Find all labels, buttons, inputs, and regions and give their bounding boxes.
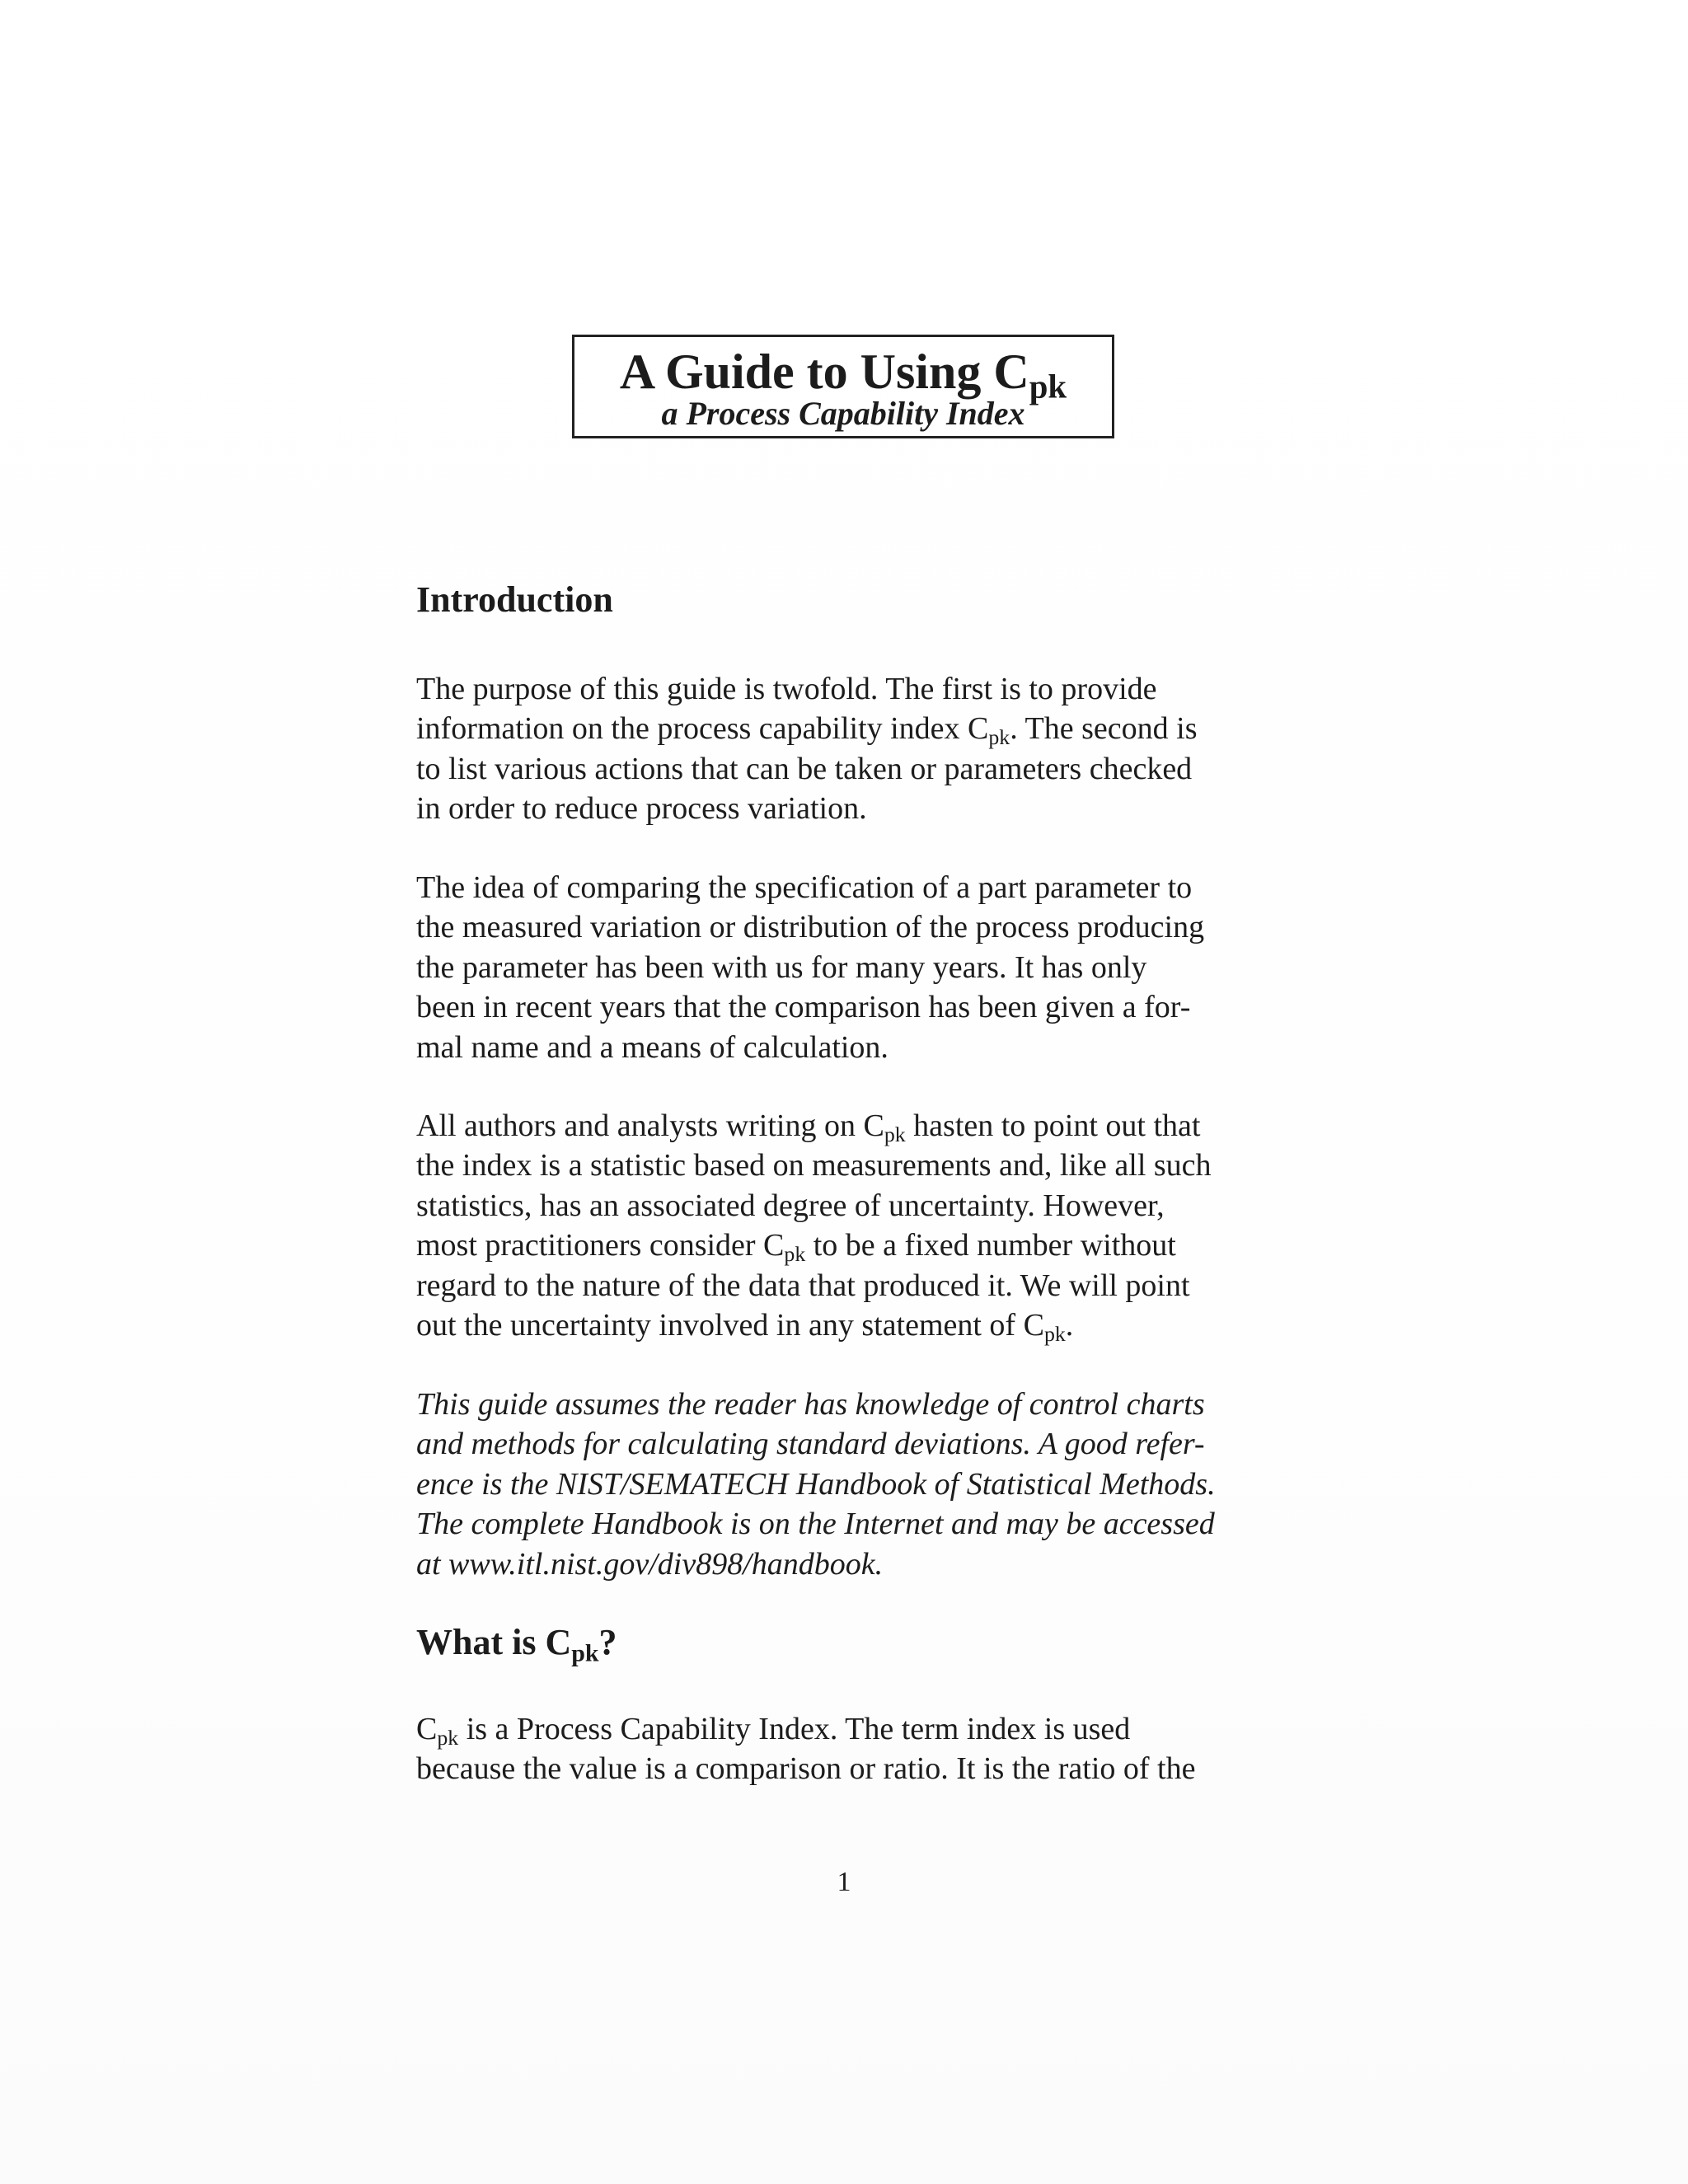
text-line: been in recent years that the comparison has been given a for- <box>416 990 1191 1025</box>
text-line: the parameter has been with us for many years. It has only <box>416 949 1147 985</box>
text-line: ence is the NIST/SEMATECH Handbook of Statistical Methods. <box>416 1466 1216 1502</box>
text-line: at www.itl.nist.gov/div898/handbook. <box>416 1546 884 1582</box>
text-line: The complete Handbook is on the Internet and may be accessed <box>416 1507 1215 1542</box>
paragraph-uncertainty <box>416 1106 1306 1345</box>
page-number: 1 <box>837 1867 851 1897</box>
text-line: in order to reduce process variation. <box>416 791 867 827</box>
text-line: the measured variation or distribution of the process producing <box>416 910 1205 945</box>
text-line: most practitioners consider $C_{pk}$ to be a fixed number without <box>416 1228 1176 1267</box>
text-line: statistics, has an associated degree of uncertainty. However, <box>416 1188 1165 1223</box>
document-title-subscript: pk <box>1029 368 1067 405</box>
text-line: out the uncertainty involved in any statement of $C_{pk}$. <box>416 1308 1074 1347</box>
paragraph-reference-note <box>416 1385 1306 1584</box>
document-title <box>574 340 1112 403</box>
paragraph-purpose <box>416 669 1306 829</box>
text-line: All authors and analysts writing on $C_{pk}$ hasten to point out that <box>416 1108 1201 1147</box>
text-line: The purpose of this guide is twofold. The first is to provide <box>416 672 1157 706</box>
paragraph-history <box>416 868 1306 1067</box>
text-line: regard to the nature of the data that produced it. We will point <box>416 1268 1190 1303</box>
text-line: The idea of comparing the specification of a part parameter to <box>416 870 1193 905</box>
text-line: the index is a statistic based on measurements and, like all such <box>416 1148 1212 1183</box>
text-line: because the value is a comparison or ratio. It is the ratio of the <box>416 1751 1196 1787</box>
title-box <box>572 335 1114 438</box>
section-heading-what-is-cpk: What is $C_{pk}$? <box>416 1622 617 1667</box>
document-subtitle: a Process Capability Index <box>661 395 1025 432</box>
paragraph-cpk-definition <box>416 1709 1306 1789</box>
document-title-text: A Guide to Using C <box>619 344 1029 399</box>
text-line: $C_{pk}$ is a Process Capability Index. The term index is used <box>416 1712 1131 1750</box>
text-line: and methods for calculating standard deviations. A good refer- <box>416 1427 1205 1462</box>
text-line: This guide assumes the reader has knowledge of control charts <box>416 1387 1205 1422</box>
text-line: to list various actions that can be taken or parameters checked <box>416 751 1193 786</box>
section-heading-introduction: Introduction <box>416 579 613 620</box>
text-line: mal name and a means of calculation. <box>416 1029 889 1065</box>
text-line: information on the process capability index $C_{pk}$. The second is <box>416 711 1198 750</box>
